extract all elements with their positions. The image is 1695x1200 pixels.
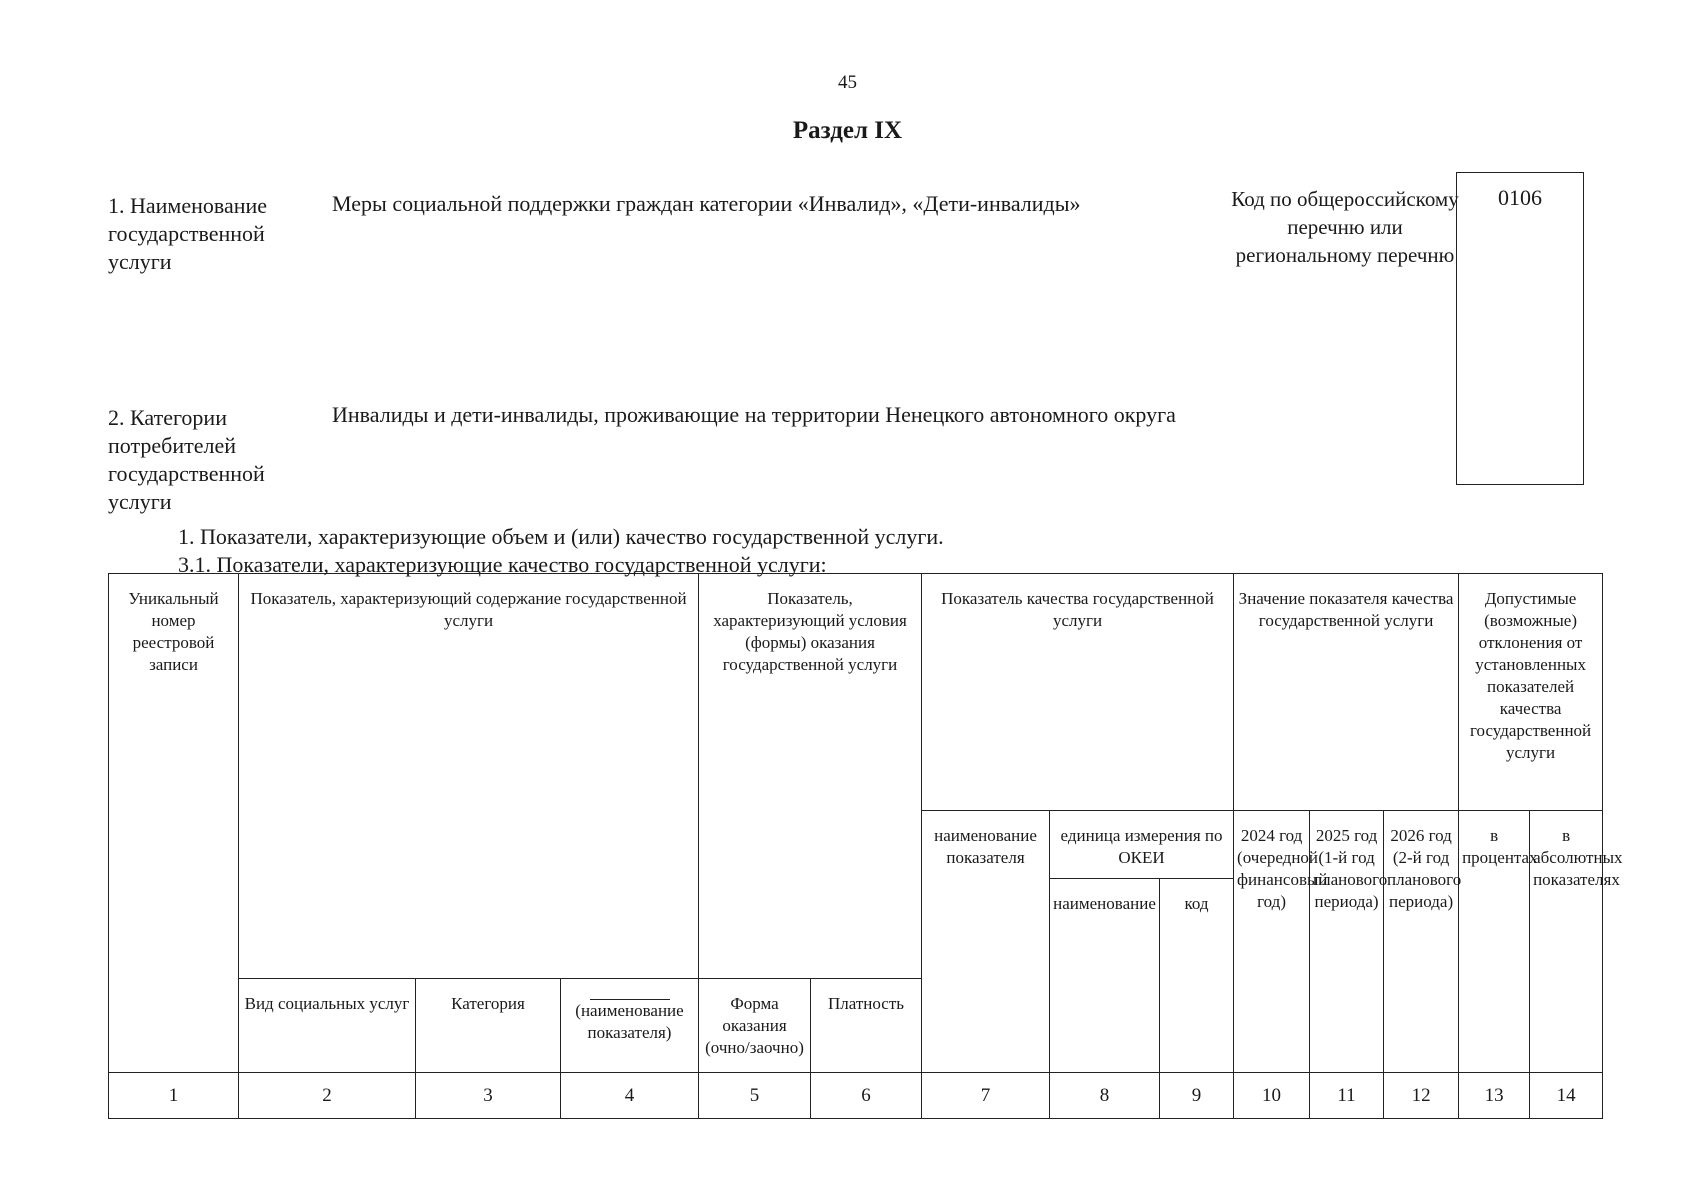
- column-number: 8: [1050, 1073, 1160, 1119]
- header-service-conditions: Показатель, характеризующий условия (формы) оказания государственной услуги: [699, 574, 922, 979]
- heading-indicators: 1. Показатели, характеризующие объем и (или) качество государственной услуги.: [178, 524, 944, 549]
- header-year-2024: 2024 год (очередной финансовый год): [1234, 811, 1310, 1073]
- column-number: 4: [561, 1073, 699, 1119]
- column-number: 13: [1459, 1073, 1530, 1119]
- column-number: 14: [1530, 1073, 1603, 1119]
- column-number: 6: [811, 1073, 922, 1119]
- column-number: 9: [1160, 1073, 1234, 1119]
- header-quality-indicator: Показатель качества государственной услуги: [922, 574, 1234, 811]
- header-year-2026: 2026 год (2-й год планового периода): [1384, 811, 1459, 1073]
- header-okei-code: код: [1160, 879, 1234, 1073]
- service-name-label: 1. Наименование государственной услуги: [108, 193, 268, 274]
- header-delivery-form: Форма оказания (очно/заочно): [699, 979, 811, 1073]
- header-service-content: Показатель, характеризующий содержание государственной услуги: [239, 574, 699, 979]
- header-okei-unit: единица измерения по ОКЕИ: [1050, 811, 1234, 879]
- column-number: 11: [1310, 1073, 1384, 1119]
- header-okei-name: наименование: [1050, 879, 1160, 1073]
- column-number: 1: [109, 1073, 239, 1119]
- page-number: 45: [838, 72, 857, 93]
- consumers-label: 2. Категории потребителей государственной услуги: [108, 405, 265, 514]
- heading-quality: 3.1. Показатели, характеризующие качество государственной услуги:: [178, 552, 827, 577]
- header-indicator-name: наименование показателя: [922, 811, 1050, 1073]
- quality-indicators-table: [108, 573, 1623, 1119]
- registry-code-value: 0106: [1498, 185, 1542, 210]
- header-deviation-percent: в процентах: [1459, 811, 1530, 1073]
- blank-rule: [590, 999, 670, 1000]
- header-unique-number: Уникальный номер реестровой записи: [109, 574, 239, 1073]
- consumers-value: Инвалиды и дети-инвалиды, проживающие на территории Ненецкого автономного округа: [332, 402, 1176, 427]
- column-number: 2: [239, 1073, 416, 1119]
- column-number: 12: [1384, 1073, 1459, 1119]
- header-allowed-deviation: Допустимые (возможные) отклонения от установленных показателей качества государственной услуги: [1459, 574, 1603, 811]
- column-number: 3: [416, 1073, 561, 1119]
- column-number: 7: [922, 1073, 1050, 1119]
- header-social-service-type: Вид социальных услуг: [239, 979, 416, 1073]
- registry-code-box: [1456, 172, 1584, 485]
- section-title: Раздел IX: [792, 117, 903, 144]
- column-number: 10: [1234, 1073, 1310, 1119]
- header-indicator-value: Значение показателя качества государственной услуги: [1234, 574, 1459, 811]
- header-category: Категория: [416, 979, 561, 1073]
- registry-code-label: Код по общероссийскому перечню или региональному перечню: [1231, 187, 1459, 267]
- header-deviation-absolute: в абсолютных показателях: [1530, 811, 1603, 1073]
- header-year-2025: 2025 год (1-й год планового периода): [1310, 811, 1384, 1073]
- header-indicator-name-blank: (наименование показателя): [561, 979, 699, 1073]
- service-name-value: Меры социальной поддержки граждан категории «Инвалид», «Дети-инвалиды»: [332, 191, 1081, 216]
- column-number: 5: [699, 1073, 811, 1119]
- header-payment: Платность: [811, 979, 922, 1073]
